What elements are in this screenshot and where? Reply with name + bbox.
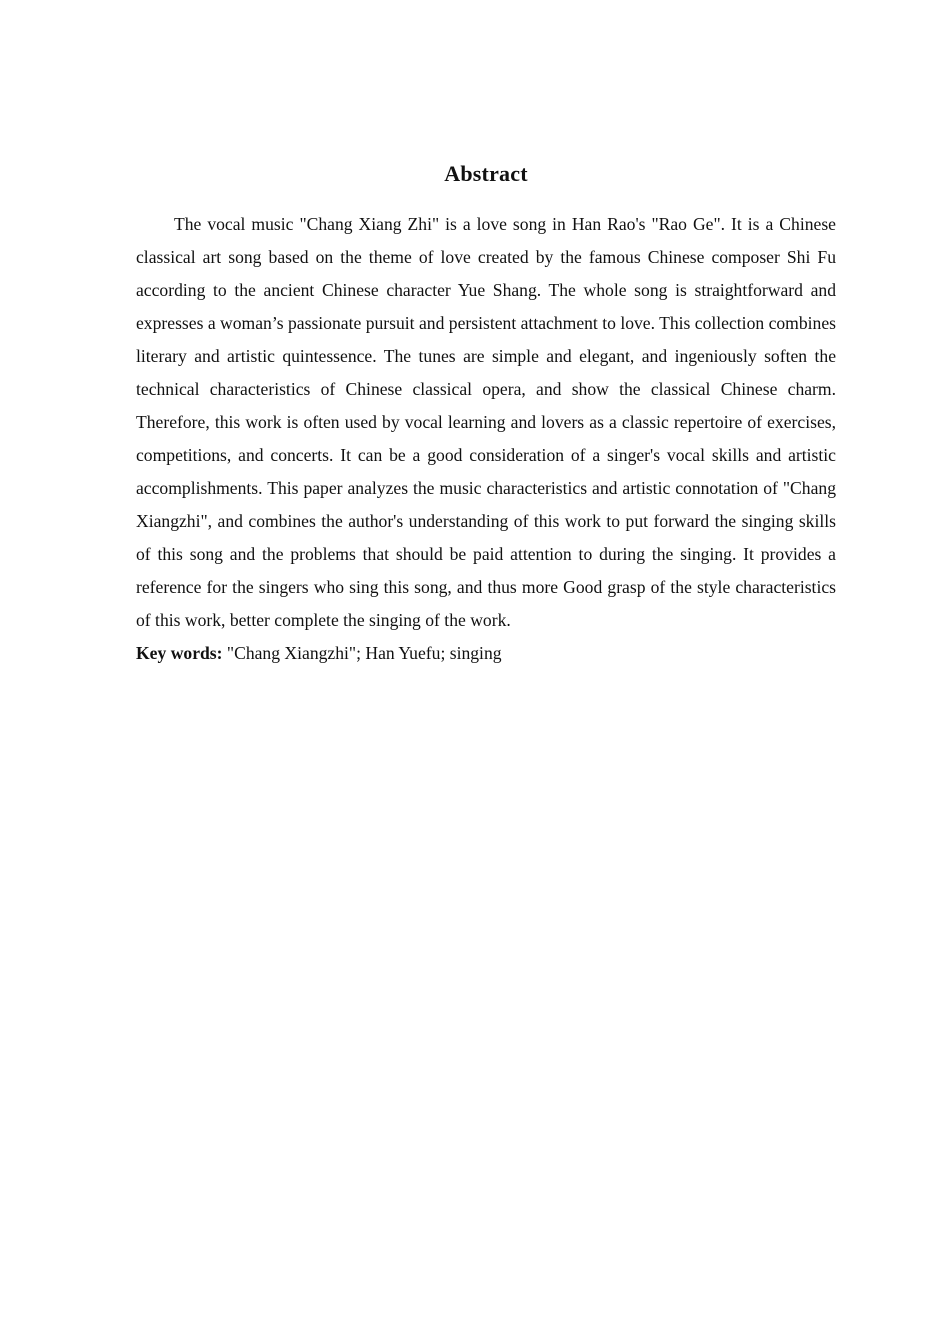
keywords-line [136, 637, 836, 670]
abstract-body: The vocal music "Chang Xiang Zhi" is a love song in Han Rao's "Rao Ge". It is a Chinese classical art song based on the theme of love created by the famous Chinese composer Shi Fu according to the ancient Chinese character Yue Shang. The whole song is straightforward and expresses a woman’s passionate pursuit and persistent attachment to love. This collection combines literary and artistic quintessence. The tunes are simple and elegant, and ingeniously soften the technical characteristics of Chinese classical opera, and show the classical Chinese charm. Therefore, this work is often used by vocal learning and lovers as a classic repertoire of exercises, competitions, and concerts. It can be a good consideration of a singer's vocal skills and artistic accomplishments. This paper analyzes the music characteristics and artistic connotation of "Chang Xiangzhi", and combines the author's understanding of this work to put forward the singing skills of this song and the problems that should be paid attention to during the singing. It provides a reference for the singers who sing this song, and thus more Good grasp of the style characteristics of this work, better complete the singing of the work. [136, 214, 836, 630]
keywords-label: Key words: [136, 643, 223, 663]
abstract-title: Abstract [444, 161, 528, 186]
keywords-value: "Chang Xiangzhi"; Han Yuefu; singing [222, 643, 502, 663]
abstract-section [136, 158, 836, 670]
